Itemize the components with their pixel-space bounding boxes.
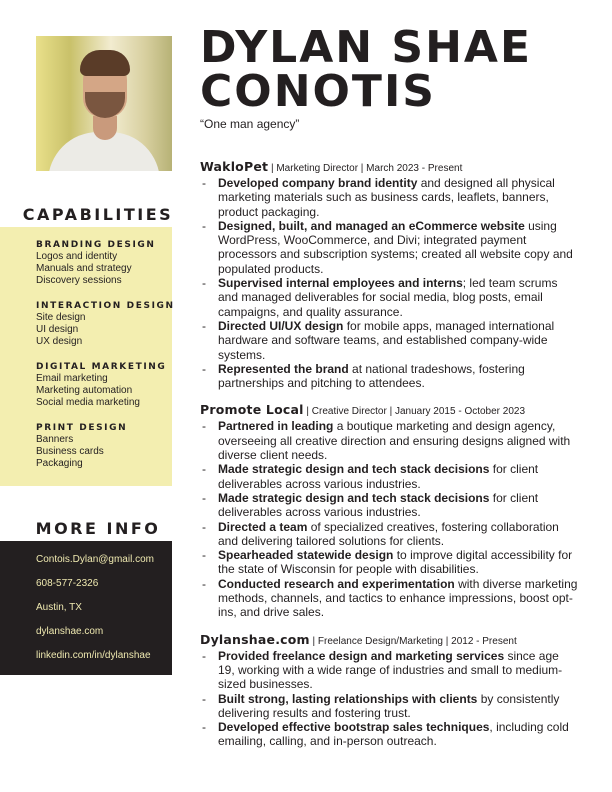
capability-item: Banners [36,434,74,445]
bullet-highlight: Spearheaded statewide design [218,548,394,563]
company-name: Promote Local [200,402,304,418]
capability-item: UX design [36,336,83,347]
bullet-highlight: Directed a team [218,519,308,534]
capability-item: Email marketing [36,373,108,384]
job-details: | Marketing Director | March 2023 - Present [268,163,463,174]
bullet-text: for client deliverables across various industries. [218,462,539,491]
bullet-text: and designed all physical marketing materials such as business cards, leaflets, banners, product packaging. [218,176,555,219]
capabilities-panel [0,227,175,486]
bullet-highlight: Made strategic design and tech stack decisions [218,462,490,477]
bullet-dash: - [202,419,206,434]
bullet-dash: - [202,361,206,376]
job-bullet [200,419,578,462]
job-bullet [200,176,578,219]
bullet-text: using WordPress, WooCommerce, and Divi; integrated payment processors and subscription systems; created all website copy and populated products. [218,218,573,276]
job-bullet [200,720,578,749]
bullet-text: by consistently delivering results and fostering trust. [218,691,560,720]
capability-group-heading: BRANDING DESIGN [36,240,156,250]
bullet-dash: - [202,720,206,735]
name-line-2: CONOTIS [200,66,436,117]
location: Austin, TX [36,602,82,613]
capabilities-heading: CAPABILITIES [22,205,174,224]
bullet-dash: - [202,318,206,333]
capability-item: Social media marketing [36,397,140,408]
bullet-highlight: Represented the brand [218,361,349,376]
capability-group [36,361,172,409]
job-header [200,403,580,419]
bullet-text: for client deliverables across various industries. [218,490,539,520]
candidate-name [200,22,600,117]
tagline: “One man agency” [200,117,300,131]
bullet-highlight: Designed, built, and managed an eCommerce website [218,218,525,233]
experience-section [200,160,580,762]
job-details: | Creative Director | January 2015 - October 2023 [303,406,526,418]
bullet-text: for mobile apps, managed international hardware and software teams, and established company-wide systems. [218,318,555,362]
capability-group [36,300,175,348]
job-entry [200,403,580,619]
job-bullet [200,692,578,721]
capability-item: Packaging [36,458,83,469]
job-bullet [200,577,578,620]
bullet-highlight: Supervised internal employees and interns [218,276,463,291]
contact-panel [0,541,172,675]
bullet-highlight: Partnered in leading [218,419,334,434]
profile-photo [36,36,172,171]
email-link[interactable]: Contois.Dylan@gmail.com [36,554,154,565]
capability-group-heading: INTERACTION DESIGN [36,301,175,311]
linkedin-link[interactable]: linkedin.com/in/dylanshae [36,650,151,661]
phone-number: 608-577-2326 [36,578,99,589]
capability-item: Marketing automation [36,385,133,396]
bullet-highlight: Developed effective bootstrap sales techniques [218,720,490,735]
bullet-dash: - [202,691,206,706]
bullet-text: with diverse marketing methods, channels, and tactics to enhance impressions, boost opt-ins, and drive sales. [218,576,578,620]
bullet-dash: - [202,490,206,505]
job-bullet [200,362,578,391]
bullet-highlight: Conducted research and experimentation [218,576,455,591]
bullet-text: a boutique marketing and design agency, overseeing all creative direction and ensuring designs aligned with diverse client needs. [218,419,571,463]
capability-item: Site design [36,312,86,323]
job-entry [200,633,580,749]
bullet-highlight: Directed UI/UX design [218,318,344,333]
bullet-dash: - [202,218,206,233]
job-details: | Freelance Design/Marketing | 2012 - Present [309,635,517,647]
job-bullet [200,219,578,276]
capability-item: Business cards [36,446,104,457]
job-bullet [200,462,578,491]
job-bullet [200,520,578,549]
bullet-highlight: Provided freelance design and marketing services [218,648,505,663]
name-line-1: DYLAN SHAE [200,22,533,73]
bullet-dash: - [202,519,206,534]
bullet-highlight: Built strong, lasting relationships with clients [218,691,478,706]
job-bullet [200,649,578,692]
bullet-text: at national tradeshows, fostering partnerships and pitching to attendees. [218,361,525,391]
bullet-text: to improve digital accessibility for the state of Wisconsin for people with disabilities. [218,548,573,577]
job-header [200,160,580,176]
job-bullet [200,276,578,319]
bullet-dash: - [202,648,206,663]
company-name: WakloPet [200,159,269,174]
job-bullet [200,548,578,577]
bullet-dash: - [202,548,206,563]
bullet-dash: - [202,176,206,190]
capability-item: Manuals and strategy [36,263,132,274]
bullet-text: of specialized creatives, fostering collaboration and delivering tailored solutions for clients. [218,519,559,548]
bullet-text: since age 19, working with a wide range of industries and small to medium-sized businesses. [218,648,563,692]
capability-item: UI design [36,324,79,335]
bullet-dash: - [202,576,206,591]
bullet-dash: - [202,462,206,477]
job-bullet [200,491,578,520]
capability-item: Logos and identity [36,251,118,262]
bullet-dash: - [202,276,206,291]
bullet-highlight: Made strategic design and tech stack decisions [218,490,490,505]
website-link[interactable]: dylanshae.com [36,626,104,637]
capability-group [36,239,172,287]
job-entry [200,160,580,390]
bullet-highlight: Developed company brand identity [218,176,418,190]
more-info-heading: MORE INFO [35,519,161,538]
job-bullet [200,319,578,362]
bullet-text: ; led team scrums and managed deliverables for social media, blog posts, email campaigns, and quality assurance. [218,276,558,319]
bullet-text: , including cold emailing, calling, and in-person outreach. [218,720,569,749]
company-name: Dylanshae.com [200,631,310,647]
capability-group-heading: DIGITAL MARKETING [36,362,167,372]
capability-item: Discovery sessions [36,275,122,286]
capability-group-heading: PRINT DESIGN [36,423,128,433]
capability-group [36,422,172,470]
job-header [200,633,580,649]
